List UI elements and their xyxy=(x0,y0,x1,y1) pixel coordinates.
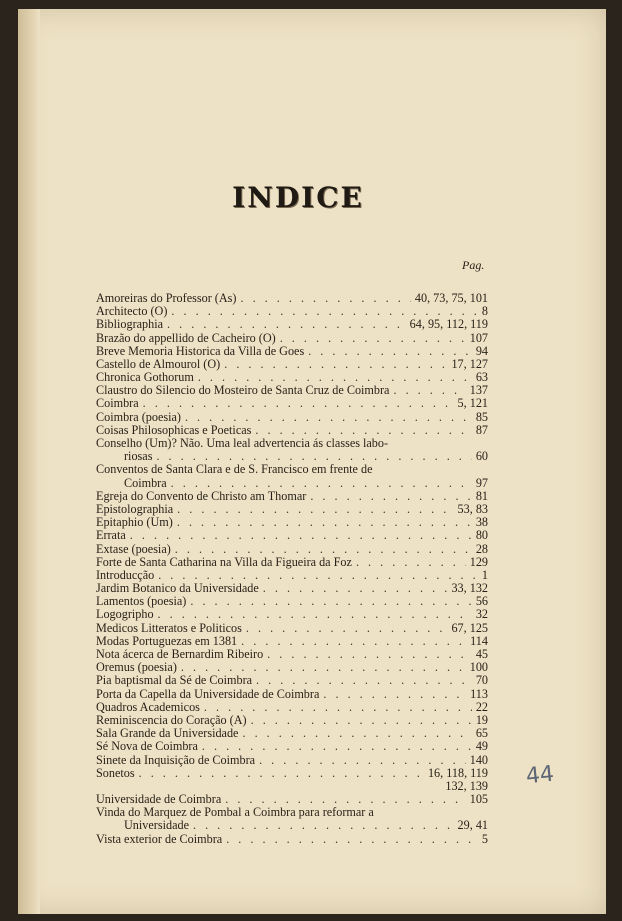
index-entry-label: Epitaphio (Um) xyxy=(96,515,173,530)
index-entry-page: 67, 125 xyxy=(451,620,488,635)
leader-dots xyxy=(393,384,465,397)
leader-dots xyxy=(158,608,472,621)
index-entry-page: 140 xyxy=(469,752,488,767)
index-entry-label: Porta da Capella da Universidade de Coimbra xyxy=(96,686,320,701)
index-entry-label: Architecto (O) xyxy=(96,304,168,319)
leader-dots xyxy=(240,292,410,305)
index-entry-label: Conventos de Santa Clara e de S. Francisco em frente de xyxy=(96,462,373,477)
page-title: INDICE xyxy=(232,181,364,214)
page-column-label: Pag. xyxy=(462,258,485,272)
index-entry xyxy=(96,516,488,529)
index-entry-label: Jardim Botanico da Universidade xyxy=(96,581,259,596)
leader-dots xyxy=(193,819,454,832)
index-entry-page: 94 xyxy=(475,343,488,358)
leader-dots xyxy=(256,674,472,687)
index-entry-page: 129 xyxy=(469,554,488,569)
leader-dots xyxy=(177,503,453,516)
leader-dots xyxy=(263,582,448,595)
index-entry xyxy=(96,398,488,411)
leader-dots xyxy=(356,556,466,569)
index-entry xyxy=(96,332,488,345)
index-entry-label: Coimbra xyxy=(124,475,167,490)
index-entry-label: Modas Portuguezas em 1381 xyxy=(96,633,238,648)
index-entry-page: 113 xyxy=(470,686,488,701)
index-entry-page: 60 xyxy=(475,449,488,464)
index-entry-label: Forte de Santa Catharina na Villa da Figueira da Foz xyxy=(96,554,352,569)
index-entry-page: 40, 73, 75, 101 xyxy=(414,290,488,305)
index-entry-label: Medicos Litteratos e Politicos xyxy=(96,620,242,635)
leader-dots xyxy=(246,622,448,635)
index-entry-page: 65 xyxy=(475,726,488,741)
leader-dots xyxy=(185,411,472,424)
index-entry-page: 49 xyxy=(475,739,488,754)
index-entry-label: Nota ácerca de Bernardim Ribeiro xyxy=(96,647,264,662)
leader-dots xyxy=(177,516,472,529)
leader-dots xyxy=(171,477,472,490)
index-list xyxy=(96,292,488,846)
index-entry-page: 32 xyxy=(475,607,488,622)
index-entry-page: 16, 118, 119 xyxy=(427,765,488,780)
leader-dots xyxy=(143,397,454,410)
index-entry-label: riosas xyxy=(124,449,153,464)
index-entry xyxy=(96,411,488,424)
index-entry xyxy=(96,767,488,780)
leader-dots xyxy=(251,714,472,727)
index-entry-page: 28 xyxy=(475,541,488,556)
index-entry-page: 29, 41 xyxy=(457,818,488,833)
leader-dots xyxy=(267,648,472,661)
leader-dots xyxy=(308,345,472,358)
index-entry-page: 100 xyxy=(469,660,488,675)
index-entry-label: Amoreiras do Professor (As) xyxy=(96,290,237,305)
index-entry-page: 85 xyxy=(475,409,488,424)
leader-dots xyxy=(139,767,424,780)
index-entry xyxy=(96,463,488,476)
index-entry-page: 5, 121 xyxy=(457,396,488,411)
index-entry-page: 38 xyxy=(475,515,488,530)
leader-dots xyxy=(224,358,447,371)
index-entry xyxy=(96,820,488,833)
leader-dots xyxy=(242,727,471,740)
leader-dots xyxy=(202,740,472,753)
index-entry xyxy=(96,437,488,450)
index-entry-page: 17, 127 xyxy=(451,356,488,371)
index-entry xyxy=(96,622,488,635)
leader-dots xyxy=(323,688,466,701)
index-entry-page: 81 xyxy=(475,488,488,503)
index-entry-page: 105 xyxy=(469,792,488,807)
index-entry-page: 19 xyxy=(475,712,488,727)
leader-dots xyxy=(280,332,466,345)
index-entry-label: Reminiscencia do Coração (A) xyxy=(96,712,247,727)
index-entry-page: 70 xyxy=(475,673,488,688)
index-entry-label: Universidade xyxy=(124,818,189,833)
index-entry-page: 64, 95, 112, 119 xyxy=(409,317,488,332)
index-entry xyxy=(96,833,488,846)
index-entry-label: Pia baptismal da Sé de Coimbra xyxy=(96,673,253,688)
page-spine-shadow xyxy=(18,9,40,914)
index-entry-page: 53, 83 xyxy=(457,501,488,516)
index-entry-label: Vinda do Marquez de Pombal a Coimbra para reformar a xyxy=(96,805,374,820)
index-entry-page: 87 xyxy=(475,422,488,437)
index-entry-page: 22 xyxy=(475,699,488,714)
index-entry xyxy=(96,529,488,542)
leader-dots xyxy=(130,529,472,542)
index-entry-label: Oremus (poesia) xyxy=(96,660,177,675)
index-entry-label: Sala Grande da Universidade xyxy=(96,726,239,741)
index-entry-label: Coisas Philosophicas e Poeticas xyxy=(96,422,252,437)
index-entry-page: 97 xyxy=(475,475,488,490)
leader-dots xyxy=(190,595,471,608)
index-entry xyxy=(96,754,488,767)
index-entry-label: Vista exterior de Coimbra xyxy=(96,831,223,846)
index-entry-label: Lamentos (poesia) xyxy=(96,594,187,609)
index-entry-label: Quadros Academicos xyxy=(96,699,200,714)
index-entry-label: Breve Memoria Historica da Villa de Goes xyxy=(96,343,305,358)
index-entry-label: Introducção xyxy=(96,567,155,582)
index-entry-label: Bibliographia xyxy=(96,317,164,332)
index-entry-label: Brazão do appellido de Cacheiro (O) xyxy=(96,330,276,345)
index-entry-label: Extase (poesia) xyxy=(96,541,171,556)
index-entry-label: Coimbra xyxy=(96,396,139,411)
leader-dots xyxy=(167,318,406,331)
index-entry-page: 132, 139 xyxy=(445,778,488,793)
leader-dots xyxy=(259,754,466,767)
index-entry-label: Coimbra (poesia) xyxy=(96,409,181,424)
leader-dots xyxy=(310,490,472,503)
index-entry xyxy=(96,674,488,687)
index-entry xyxy=(96,477,488,490)
index-entry-page: 8 xyxy=(481,304,488,319)
index-entry-label: Sonetos xyxy=(96,765,135,780)
index-entry xyxy=(96,318,488,331)
index-entry-page: 56 xyxy=(475,594,488,609)
index-entry xyxy=(96,543,488,556)
index-entry-label: Epistolographia xyxy=(96,501,174,516)
index-entry-page: 137 xyxy=(469,383,488,398)
index-entry-page: 45 xyxy=(475,647,488,662)
index-entry-label: Sé Nova de Coimbra xyxy=(96,739,198,754)
leader-dots xyxy=(226,833,478,846)
index-entry-label: Chronica Gothorum xyxy=(96,370,194,385)
index-entry xyxy=(96,345,488,358)
index-entry-label: Logogripho xyxy=(96,607,154,622)
leader-dots xyxy=(241,635,466,648)
index-entry xyxy=(96,740,488,753)
index-entry-label: Claustro do Silencio do Mosteiro de Santa Cruz de Coimbra xyxy=(96,383,390,398)
index-entry xyxy=(96,609,488,622)
index-entry-label: Sinete da Inquisição de Coimbra xyxy=(96,752,256,767)
index-entry-page: 5 xyxy=(481,831,488,846)
index-entry-page: 33, 132 xyxy=(451,581,488,596)
index-entry-label: Universidade de Coimbra xyxy=(96,792,222,807)
index-entry xyxy=(96,556,488,569)
index-entry-page: 107 xyxy=(469,330,488,345)
index-entry-page: 1 xyxy=(481,567,488,582)
leader-dots xyxy=(175,543,472,556)
index-entry-label: Errata xyxy=(96,528,126,543)
index-entry xyxy=(96,688,488,701)
index-entry-label: Conselho (Um)? Não. Uma leal advertencia ás classes labo- xyxy=(96,436,389,451)
index-entry xyxy=(96,595,488,608)
index-entry-page: 114 xyxy=(470,633,488,648)
handwritten-note: 44 xyxy=(524,761,556,790)
index-entry-label: Castello de Almourol (O) xyxy=(96,356,221,371)
index-entry-page: 80 xyxy=(475,528,488,543)
index-entry-page: 63 xyxy=(475,370,488,385)
index-entry xyxy=(96,384,488,397)
index-entry-label: Egreja do Convento de Christo am Thomar xyxy=(96,488,307,503)
